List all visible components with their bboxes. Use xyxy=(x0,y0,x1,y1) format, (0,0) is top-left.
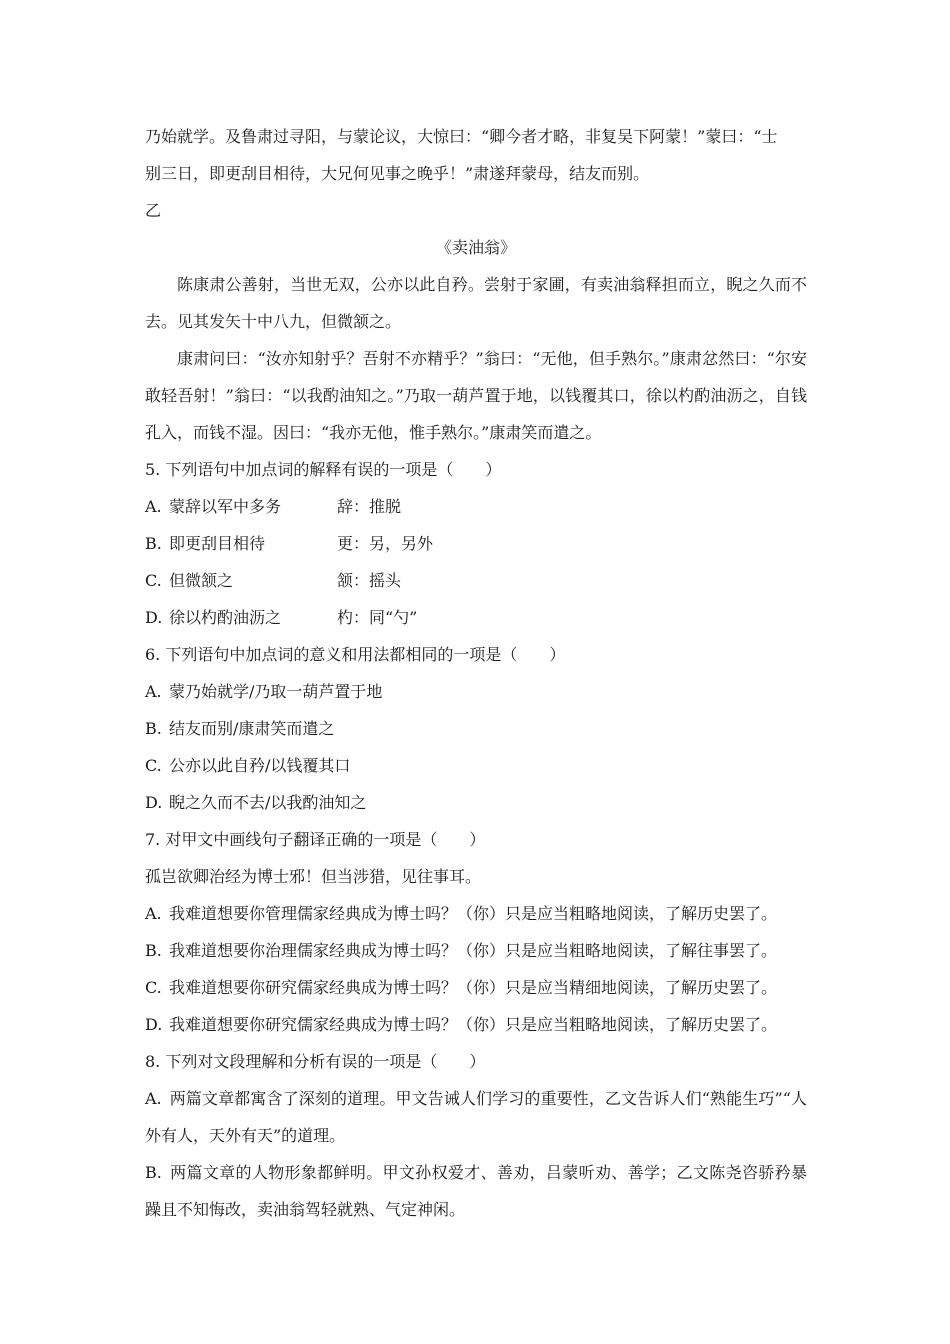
option-label: D. xyxy=(145,1015,163,1034)
option-text: 结友而别/康肃笑而遣之 xyxy=(169,719,335,738)
option-label: A. xyxy=(145,497,162,516)
option-text: 我难道想要你研究儒家经典成为博士吗？（你）只是应当精细地阅读，了解历史罢了。 xyxy=(169,978,778,997)
section-label-yi: 乙 xyxy=(145,201,162,220)
option-text: 徐以杓酌油沥之 xyxy=(169,608,282,627)
question-7-sentence: 孤岂欲卿治经为博士邪！但当涉猎，见往事耳。 xyxy=(145,867,482,886)
option-text: 公亦以此自矜/以钱覆其口 xyxy=(169,756,351,775)
option-text: 睨之久而不去/以我酌油知之 xyxy=(169,793,367,812)
option-gloss: 杓：同“勺” xyxy=(337,608,418,627)
option-label: B. xyxy=(145,534,162,553)
question-5-option-d xyxy=(145,599,807,636)
option-text: 即更刮目相待 xyxy=(169,534,266,553)
passage-jia-line-2: 别三日，即更刮目相待，大兄何见事之晚乎！”肃遂拜蒙母，结友而别。 xyxy=(145,164,650,183)
question-6-option-c xyxy=(145,747,807,784)
option-label: B. xyxy=(145,719,162,738)
question-5-stem: 5. 下列语句中加点词的解释有误的一项是（ ） xyxy=(145,460,502,479)
question-7-option-b xyxy=(145,932,807,969)
option-gloss: 更：另，另外 xyxy=(337,534,434,553)
option-label: A. xyxy=(145,904,162,923)
question-7-stem: 7. 对甲文中画线句子翻译正确的一项是（ ） xyxy=(145,830,486,849)
option-label: B. xyxy=(145,941,162,960)
question-6-stem: 6. 下列语句中加点词的意义和用法都相同的一项是（ ） xyxy=(145,645,566,664)
option-text: 两篇文章都寓含了深刻的道理。甲文告诫人们学习的重要性，乙文告诉人们“熟能生巧”“人外有人，天外有天”的道理。 xyxy=(145,1089,807,1145)
option-label: C. xyxy=(145,571,162,590)
passage-jia-line-1: 乃始就学。及鲁肃过寻阳，与蒙论议，大惊曰：“卿今者才略，非复吴下阿蒙！”蒙曰：“士 xyxy=(145,127,778,146)
question-7-option-d xyxy=(145,1006,807,1043)
option-label: C. xyxy=(145,978,162,997)
question-7-option-c xyxy=(145,969,807,1006)
option-label: D. xyxy=(145,608,163,627)
option-text: 我难道想要你治理儒家经典成为博士吗？（你）只是应当粗略地阅读，了解往事罢了。 xyxy=(169,941,778,960)
question-6-option-b xyxy=(145,710,807,747)
option-label: D. xyxy=(145,793,163,812)
option-text: 蒙辞以军中多务 xyxy=(169,497,282,516)
document-page xyxy=(145,118,807,1228)
option-gloss: 辞：推脱 xyxy=(337,497,402,516)
question-6-option-d xyxy=(145,784,807,821)
question-8-option-b xyxy=(145,1154,807,1228)
passage-yi-paragraph-1: 陈康肃公善射，当世无双，公亦以此自矜。尝射于家圃，有卖油翁释担而立，睨之久而不去。见其发矢十中八九，但微颔之。 xyxy=(145,275,807,331)
question-8-option-a xyxy=(145,1080,807,1154)
passage-yi-paragraph-2: 康肃问曰：“汝亦知射乎？吾射不亦精乎？”翁曰：“无他，但手熟尔。”康肃忿然曰：“尔安敢轻吾射！”翁曰：“以我酌油知之。”乃取一葫芦置于地，以钱覆其口，徐以杓酌油沥之，自钱孔入，而钱不湿。因曰：“我亦无他，惟手熟尔。”康肃笑而遣之。 xyxy=(145,349,807,442)
question-8-stem: 8. 下列对文段理解和分析有误的一项是（ ） xyxy=(145,1052,486,1071)
option-label: A. xyxy=(145,1089,162,1108)
option-text: 我难道想要你管理儒家经典成为博士吗？（你）只是应当粗略地阅读，了解历史罢了。 xyxy=(169,904,778,923)
passage-yi-title: 《卖油翁》 xyxy=(435,238,516,257)
option-label: C. xyxy=(145,756,162,775)
question-6-option-a xyxy=(145,673,807,710)
option-label: A. xyxy=(145,682,162,701)
question-5-option-b xyxy=(145,525,807,562)
option-text: 两篇文章的人物形象都鲜明。甲文孙权爱才、善劝，吕蒙听劝、善学；乙文陈尧咨骄矜暴躁且不知悔改，卖油翁驾轻就熟、气定神闲。 xyxy=(145,1163,807,1219)
question-5-option-a xyxy=(145,488,807,525)
question-5-option-c xyxy=(145,562,807,599)
question-7-option-a xyxy=(145,895,807,932)
option-gloss: 颔：摇头 xyxy=(337,571,402,590)
option-text: 蒙乃始就学/乃取一葫芦置于地 xyxy=(169,682,383,701)
option-text: 但微颔之 xyxy=(169,571,234,590)
option-text: 我难道想要你研究儒家经典成为博士吗？（你）只是应当粗略地阅读，了解历史罢了。 xyxy=(169,1015,778,1034)
option-label: B. xyxy=(145,1163,162,1182)
